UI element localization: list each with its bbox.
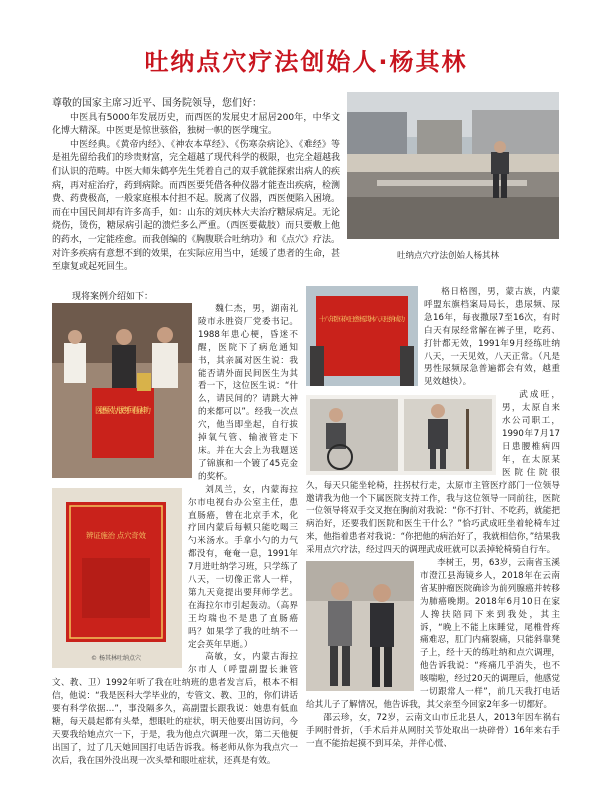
case-6-text: 李树王，男，63岁，云南省玉溪市澄江县海镜乡人，2018年在云南省某肿瘤医院确诊为前列腺癌并转移为肺癌晚期。2018年6月10日在家人搀扶陪同下来到我处，其主诉，“晚上不能上床睡觉，尾椎骨疼痛难忍，肛门内痛裂痛，只能斜靠凳子上，经十天的练吐纳和点穴调理，他告诉我说：“疼痛几乎消失，也不咳喘啦，经过20天的调理后，他感觉一切跟常人一样”，前几天我打电话给其儿子了解情况，他告诉我，其父亲至今回家2年多一切都好。 [306, 558, 560, 710]
banner-photo-2 [52, 488, 182, 668]
intro-paragraph-1: 中医具有5000年发展历史，而西医的发展史才屈居200年，中华文化博大精深。中医更是惊世骇俗，独树一帜的医学瑰宝。 [52, 112, 340, 137]
patient-photo [306, 561, 414, 691]
banner2-text: 十八年卧床何日愈 杨其林八天吐纳成功 [319, 315, 405, 323]
right-cases-column [306, 286, 560, 751]
case-4-text: 格日格图，男，蒙古族，内蒙呼盟东旗档案局局长，患尿频、尿急16年，每夜撒尿7至16次，有时白天有尿经常解在裤子里，吃药、打针都无效，1991年9月经练吐纳八天，一天见效，八天正常。（凡是男性尿频尿急普遍都会有效，越重见效越快）。 [424, 287, 560, 388]
patient-photo-drawing [306, 561, 414, 691]
left-cases-column [52, 303, 298, 768]
case-5-text: 武成旺，男，太原自来水公司职工，1990年7月17日患腰椎病四年，在太原某医院住院很久，每天只能坐轮椅，拄拐杖行走，太原市主管医疗部门一位领导邀请我为他一个下属医院支持工作，我与这位领导一同前往，医院一位领导将双手交叉抱在胸前对我说：“你不打针、不吃药，就能把病治好，还要我们医院和医生干什么？”恰巧武成旺坐着轮椅车过来，他指着患者对我说：“你把他的病治好了，我就相信你，”结果我采用点穴疗法，经过四天的调理武成旺就可以丢掉轮椅骑自行车。 [306, 390, 560, 556]
founder-photo-drawing [347, 92, 559, 239]
banner-photo-1 [306, 286, 418, 386]
page-title: 吐纳点穴疗法创始人·杨其林 [144, 48, 468, 76]
banner-photo-2-drawing [52, 488, 182, 668]
case-7-text: 邵云珍，女，72岁，云南文山市丘北县人，2013年因车祸右手网肘骨折，（手术后并从网肘关节处取出一块碎骨）16年来右手一直不能抬起摸不到耳朵，并伴心慌、 [306, 712, 560, 749]
award-photo-drawing [52, 303, 192, 478]
case-3-text: 高敏，女，内蒙古海拉尔市人（呼盟副盟长兼管文、教、卫）1992年听了我在吐纳班的患者发言后，根本不相信，他说：“我是医科大学毕业的，专管文、教、卫的，你们讲话要有科学依据…”，事没隔多久，高副盟长跟我说：她患有低血糖，每天晨起都有头晕，想眼吐的症状，明天他要出国访问，今天要我给她点穴一下，于是，我为他点穴调理一次，第二天他便出国了，过了几天她回国打电话告诉我。杨老师从你为我点穴一次后，我在国外没出现一次头晕和眼吐症状，还真是有效。 [52, 652, 298, 766]
case-1-text: 魏仁杰，男，湖南礼陵市永胜资厂党委书记。1988年患心梗，昏迷不醒，医院下了病危通知书，其亲属对医生说：我能否请外面民间医生为其看一下，这位医生说：“什么，请民间的？请跳大神的来都可以”。经我一次点穴，他当即坐起，自行拔掉氧气管、输液管走下床。并在大会上为我题送了锦旗和一个镀了45克金的奖杯。 [198, 304, 298, 482]
founder-photo [347, 92, 559, 239]
banner3-text: 辨证施治 点穴奇效 [86, 530, 146, 540]
cases-heading: 现将案例介绍如下： [72, 292, 154, 302]
banner-photo-1-drawing [306, 286, 418, 386]
greeting: 尊敬的国家主席习近平、国务院领导，您们好： [52, 98, 262, 109]
banner1-text: 医德医风为人民 妙手回春显神功 [95, 406, 151, 415]
wheelchair-photo [306, 395, 496, 475]
award-photo [52, 303, 192, 478]
intro-block [52, 97, 340, 275]
founder-photo-caption: 吐纳点穴疗法创始人杨其林 [397, 251, 500, 261]
wheelchair-photo-drawing [306, 395, 496, 475]
case-2-text: 刘凤兰，女，内蒙海拉尔市电视台办公室主任，患直肠癌，曾在北京手术，化疗回内蒙后每顿只能吃喝三勺米汤水。手拿小勺的力气都没有，奄奄一息，1991年7月进吐纳学习班，只学练了八天，一切像正常人一样，第九天竟提出要拜师学艺。在海拉尔市引起轰动。（高界王均瑞也不是患了直肠癌吗？如果学了我的吐纳不一定会英年早逝。） [188, 484, 298, 650]
photo-watermark: © 杨其林吐纳点穴 [91, 654, 141, 662]
intro-paragraph-2: 中医经典。《黄帝内经》、《神农本草经》、《伤寒杂病论》、《难经》等是祖先留给我们的珍贵财富，完全超越了现代科学的极限，也完全超越我们认识的范畴。中医大师朱鹤亭先生凭着自己的双手就能探索出病人的疾病，再对症治疗，药到病除。而西医要凭借各种仪器才能查出疾病，检测费、药费极高，一般家庭根本付担不起。脱离了仪器，西医便陷入困境。而在中国民间却有许多高手，如：山东的刘庆林大夫治疗糖尿病足。无论烧伤，烫伤，糖尿病引起的溃烂多么严重。（西医要截肢）而只要敷上他的药水，一定能痊愈。而我创编的《胸腹联合吐纳功》和《点穴》疗法。对许多疾病有意想不到的效果，在实际应用当中，延缓了患者的生命，甚至康复或起死回生。 [52, 139, 341, 273]
